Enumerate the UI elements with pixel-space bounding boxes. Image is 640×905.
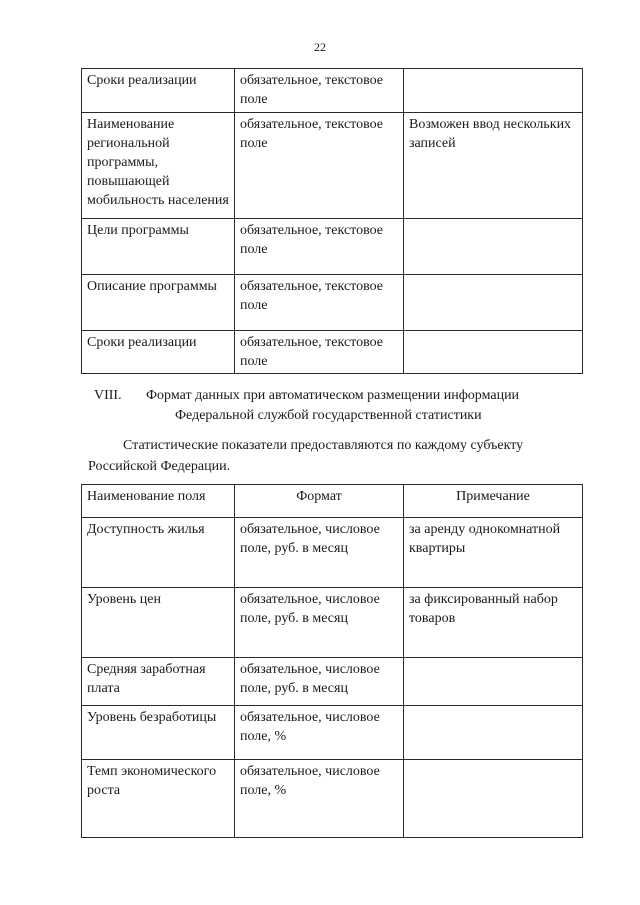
field-name-cell: Уровень цен [82, 588, 235, 658]
section-number: VIII. [94, 388, 122, 403]
note-cell: за аренду однокомнатной квартиры [404, 518, 583, 588]
table-row [82, 588, 583, 658]
table-row [82, 113, 583, 219]
table-row [82, 518, 583, 588]
format-cell: обязательное, числовое поле, % [235, 706, 404, 760]
format-cell: обязательное, числовое поле, руб. в месяц [235, 518, 404, 588]
table-header-row [82, 485, 583, 518]
table-row [82, 219, 583, 275]
note-cell: Возможен ввод нескольких записей [404, 113, 583, 219]
fields-table-continued [81, 68, 583, 374]
note-cell [404, 219, 583, 275]
format-cell: обязательное, текстовое поле [235, 219, 404, 275]
table-row [82, 706, 583, 760]
field-name-cell: Темп экономического роста [82, 760, 235, 838]
table-row [82, 331, 583, 374]
note-cell [404, 331, 583, 374]
field-name-cell: Наименование региональной программы, повышающей мобильность населения [82, 113, 235, 219]
section-title-line-1: Формат данных при автоматическом размещении информации [146, 388, 520, 403]
format-cell: обязательное, текстовое поле [235, 69, 404, 113]
table-row [82, 760, 583, 838]
page-number: 22 [314, 40, 326, 54]
note-cell [404, 658, 583, 706]
intro-line-2: Российской Федерации. [88, 459, 231, 474]
intro-paragraph [88, 435, 568, 477]
note-cell [404, 760, 583, 838]
table-row [82, 658, 583, 706]
format-cell: обязательное, числовое поле, руб. в месяц [235, 588, 404, 658]
statistics-fields-table [81, 484, 583, 838]
section-title-line-2: Федеральной службой государственной статистики [175, 408, 482, 423]
format-cell: обязательное, текстовое поле [235, 113, 404, 219]
table-row [82, 275, 583, 331]
table-row [82, 69, 583, 113]
note-cell [404, 275, 583, 331]
note-cell [404, 69, 583, 113]
field-name-cell: Цели программы [82, 219, 235, 275]
field-name-cell: Описание программы [82, 275, 235, 331]
column-header-note: Примечание [404, 485, 583, 518]
column-header-field-name: Наименование поля [82, 485, 235, 518]
format-cell: обязательное, числовое поле, руб. в месяц [235, 658, 404, 706]
intro-line-1: Статистические показатели предоставляются по каждому субъекту [123, 438, 524, 453]
field-name-cell: Уровень безработицы [82, 706, 235, 760]
field-name-cell: Средняя заработная плата [82, 658, 235, 706]
note-cell: за фиксированный набор товаров [404, 588, 583, 658]
format-cell: обязательное, текстовое поле [235, 331, 404, 374]
field-name-cell: Доступность жилья [82, 518, 235, 588]
field-name-cell: Сроки реализации [82, 69, 235, 113]
note-cell [404, 706, 583, 760]
field-name-cell: Сроки реализации [82, 331, 235, 374]
column-header-format: Формат [235, 485, 404, 518]
format-cell: обязательное, текстовое поле [235, 275, 404, 331]
format-cell: обязательное, числовое поле, % [235, 760, 404, 838]
